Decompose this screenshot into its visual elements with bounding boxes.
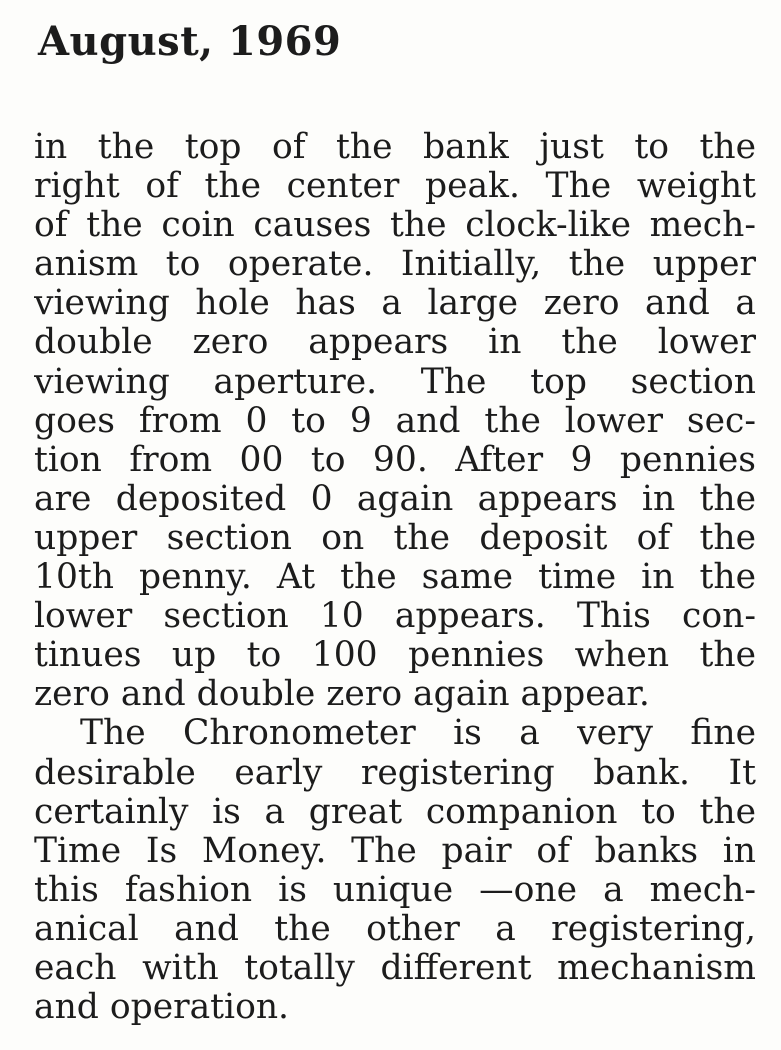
- text-line: Time Is Money. The pair of banks in: [34, 831, 756, 871]
- text-line: of the coin causes the clock-like mech-: [34, 206, 756, 246]
- text-line: anism to operate. Initially, the upper: [34, 245, 756, 285]
- text-line: viewing aperture. The top section: [34, 362, 756, 402]
- text-line: tinues up to 100 pennies when the: [34, 636, 756, 676]
- text-line: lower section 10 appears. This con-: [34, 597, 756, 637]
- text-line: upper section on the deposit of the: [34, 518, 756, 558]
- paragraph-start-line: The Chronometer is a very fine: [80, 714, 756, 754]
- text-line: in the top of the bank just to the: [34, 128, 756, 167]
- text-line: certainly is a great companion to the: [34, 792, 756, 832]
- text-line: viewing hole has a large zero and a: [34, 284, 756, 324]
- text-line: 10th penny. At the same time in the: [34, 558, 756, 598]
- text-line: right of the center peak. The weight: [34, 167, 756, 207]
- article-body: [34, 128, 756, 1027]
- text-line: double zero appears in the lower: [34, 323, 756, 363]
- text-line: this fashion is unique —one a mech-: [34, 870, 756, 910]
- text-line: goes from 0 to 9 and the lower sec-: [34, 401, 756, 441]
- text-line: each with totally different mechanism: [34, 948, 756, 988]
- text-line: tion from 00 to 90. After 9 pennies: [34, 440, 756, 480]
- paragraph-end-line: and operation.: [34, 988, 290, 1028]
- page-header-date: August, 1969: [38, 18, 342, 65]
- text-line: anical and the other a registering,: [34, 909, 756, 949]
- text-line: are deposited 0 again appears in the: [34, 479, 756, 519]
- paragraph-end-line: zero and double zero again appear.: [34, 675, 650, 715]
- text-line: desirable early registering bank. It: [34, 753, 756, 793]
